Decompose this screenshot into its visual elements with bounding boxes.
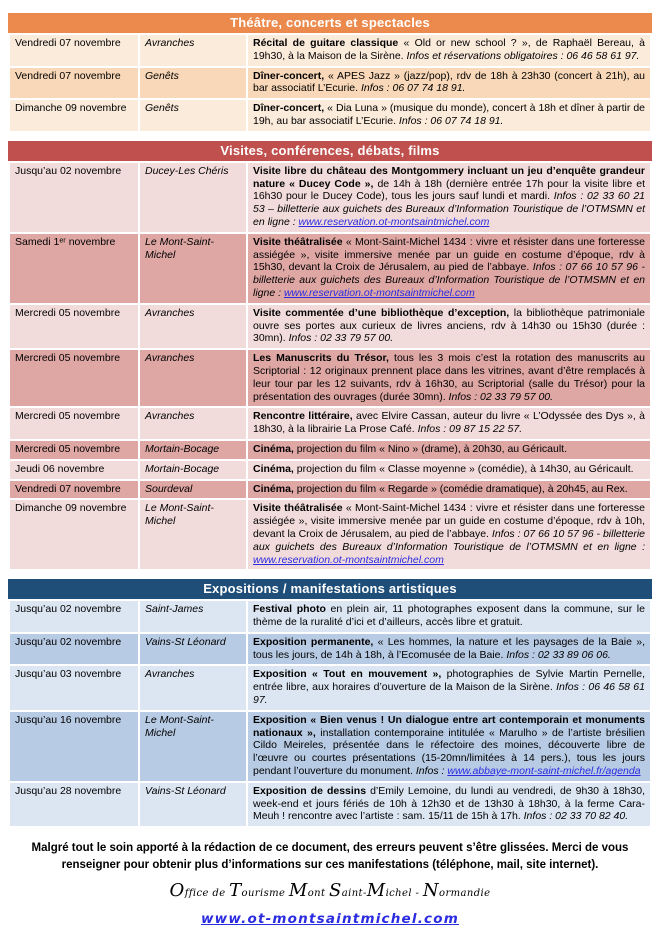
org-name	[8, 879, 652, 901]
event-row	[9, 460, 651, 480]
event-row	[9, 440, 651, 460]
text-segment: Exposition « Bien venus ! Un dialogue entre art contemporain et monuments nationaux »,	[253, 713, 645, 739]
org-text: aint-	[341, 887, 367, 899]
website-line	[8, 910, 652, 928]
text-segment: projection du film « Regarde » (comédie dramatique), à 20h45, au Rex.	[293, 482, 628, 495]
event-place: Genêts	[139, 99, 247, 132]
table-title-expositions: Expositions / manifestations artistiques	[8, 579, 652, 599]
event-place: Saint-James	[139, 600, 247, 633]
text-segment: projection du film « Classe moyenne » (comédie), à 14h30, au Géricault.	[293, 462, 634, 475]
text-segment: Infos et réservations obligatoires : 06 46 58 61 97.	[406, 49, 640, 62]
event-date: Jusqu’au 02 novembre	[9, 162, 139, 233]
text-segment: Infos : 09 87 15 22 57.	[417, 423, 523, 436]
text-segment: Infos : 02 33 79 57 00.	[448, 390, 554, 403]
text-segment: Dîner-concert,	[253, 102, 325, 115]
event-place: Avranches	[139, 304, 247, 349]
event-description	[247, 665, 651, 710]
event-row	[9, 665, 651, 710]
event-date: Jeudi 06 novembre	[9, 460, 139, 480]
event-description	[247, 440, 651, 460]
table-grid-expositions	[8, 599, 652, 828]
event-date: Dimanche 09 novembre	[9, 499, 139, 570]
table-spectacles	[8, 13, 652, 133]
text-segment: Infos : 02 33 70 82 40.	[523, 810, 629, 823]
event-date: Jusqu’au 03 novembre	[9, 665, 139, 710]
event-row	[9, 711, 651, 782]
event-description	[247, 782, 651, 827]
text-segment: « Dia Luna » (musique du monde), concert à 18h et dîner à partir de 19h, au bar associatif L’Ecurie.	[253, 102, 645, 127]
org-text: ont	[307, 887, 329, 899]
text-segment: de 14h à 18h (dernière entrée 17h pour la visite libre et 16h30 pour le Ducey Code), tous les jours sauf lundi et mardi.	[253, 177, 645, 203]
event-date: Dimanche 09 novembre	[9, 99, 139, 132]
event-description	[247, 233, 651, 304]
event-row	[9, 782, 651, 827]
text-segment: Festival photo	[253, 603, 326, 616]
event-place: Genêts	[139, 67, 247, 100]
text-segment: « APES Jazz » (jazz/pop), rdv de 18h à 23h30 (concert à 21h), au bar associatif L’Ecurie.	[253, 69, 645, 95]
inline-link[interactable]: www.reservation.ot-montsaintmichel.com	[298, 215, 490, 228]
event-description	[247, 460, 651, 480]
event-date: Vendredi 07 novembre	[9, 67, 139, 100]
text-segment: projection du film « Nino » (drame), à 20h30, au Géricault.	[293, 442, 567, 455]
text-segment: « Les hommes, la nature et les paysages de la Baie », tous les jours, de 14h à 18h, à l’Ecomusée de la Baie.	[253, 635, 645, 661]
event-place: Le Mont-Saint-Michel	[139, 499, 247, 570]
text-segment: Infos : 02 33 89 06 06.	[506, 648, 611, 661]
website-link[interactable]: www.ot-montsaintmichel.com	[200, 910, 460, 927]
event-description	[247, 34, 651, 67]
table-grid-visites	[8, 161, 652, 572]
event-description	[247, 711, 651, 782]
event-row	[9, 34, 651, 67]
event-place: Le Mont-Saint-Michel	[139, 711, 247, 782]
text-segment: Exposition permanente,	[253, 635, 374, 648]
event-place: Vains-St Léonard	[139, 782, 247, 827]
event-date: Jusqu’au 02 novembre	[9, 633, 139, 666]
event-row	[9, 99, 651, 132]
table-title-visites: Visites, conférences, débats, films	[8, 141, 652, 161]
event-tables	[8, 13, 652, 828]
text-segment: Exposition « Tout en mouvement »,	[253, 668, 442, 681]
org-text: ffice de	[184, 887, 230, 899]
event-place: Avranches	[139, 349, 247, 407]
event-row	[9, 67, 651, 100]
event-place: Vains-St Léonard	[139, 633, 247, 666]
text-segment: Les Manuscrits du Trésor,	[253, 352, 389, 365]
text-segment: Infos : 07 66 10 57 96 - billetterie aux guichets des Bureaux d’Information Touristique de l’OTMSMN et en ligne :	[253, 261, 645, 299]
table-grid-spectacles	[8, 33, 652, 133]
inline-link[interactable]: www.reservation.ot-montsaintmichel.com	[253, 553, 444, 566]
event-date: Mercredi 05 novembre	[9, 440, 139, 460]
event-date: Vendredi 07 novembre	[9, 34, 139, 67]
table-title-spectacles: Théâtre, concerts et spectacles	[8, 13, 652, 33]
text-segment: « Old or new school ? », de Raphaël Bereau, à 19h30, à la Maison de la Sirène.	[253, 37, 645, 62]
text-segment: Cinéma,	[253, 442, 294, 455]
event-date: Jusqu’au 28 novembre	[9, 782, 139, 827]
event-place: Mortain-Bocage	[139, 460, 247, 480]
event-row	[9, 480, 651, 500]
text-segment: Infos : 02 33 60 21 53 – billetterie aux guichets des Bureaux d’Information Touristique de l’OTMSMN et en ligne :	[253, 190, 645, 228]
org-initial: O	[169, 879, 185, 901]
text-segment: Cinéma,	[253, 462, 294, 475]
text-segment: d’Emily Lemoine, du lundi au vendredi, de 9h30 à 18h30, week-end et jours fériés de 10h à 12h30 et de 13h30 à 18h30, à la ferme Cara-Meuh ! rencontre avec l’artiste : sam. 15/11 de 15h à 17h.	[253, 784, 645, 823]
event-date: Vendredi 07 novembre	[9, 480, 139, 500]
event-date: Samedi 1ᵉʳ novembre	[9, 233, 139, 304]
org-initial: M	[288, 879, 308, 901]
event-row	[9, 499, 651, 570]
text-segment: en plein air, 11 photographes exposent dans la commune, sur le thème de la ruralité d’ici et d’ailleurs, accès libre et gratuit.	[253, 603, 645, 629]
org-text: ichel -	[385, 887, 423, 899]
event-description	[247, 633, 651, 666]
text-segment: Cinéma,	[253, 482, 294, 495]
text-segment: installation contemporaine intitulée « Marulho » de l’artiste brésilien Cildo Meireles, présentée dans le réfectoire des moines, découverte libre de l’œuvre ou courtes présentations (15-20mn/limitées à 14 pers.), tous les jours pendant l’ouverture du monument.	[253, 726, 645, 778]
footer	[8, 840, 652, 928]
text-segment: « Mont-Saint-Michel 1434 : vivre et résister dans une forteresse assiégée », visite immersive menée par un guide en costume d’époque, rdv à 10h, devant la Croix de Jérusalem, au pied de l’abbaye.	[253, 502, 645, 540]
event-description	[247, 349, 651, 407]
table-visites	[8, 141, 652, 572]
inline-link[interactable]: www.reservation.ot-montsaintmichel.com	[283, 286, 475, 299]
text-segment: photographies de Sylvie Martin Pernelle, entrée libre, aux horaires d’ouverture de la Maison de la Sirène.	[253, 668, 645, 694]
text-segment: Récital de guitare classique	[253, 37, 399, 49]
text-segment: Visite théâtralisée	[253, 235, 343, 248]
text-segment: la bibliothèque patrimoniale ouvre ses portes aux curieux de livres anciens, rdv à 14h30 ou 15h30 (durée : 30mn).	[253, 306, 645, 345]
event-description	[247, 67, 651, 100]
text-segment: « Mont-Saint-Michel 1434 : vivre et résister dans une forteresse assiégée », visite immersive menée par un guide en costume d’époque, rdv à 15h30, devant la Croix de Jérusalem, au pied de l’abbaye.	[253, 235, 645, 274]
event-date: Jusqu’au 02 novembre	[9, 600, 139, 633]
text-segment: avec Elvire Cassan, auteur du livre « L’Odyssée des Dys », à 18h30, à la librairie La Prose Café.	[253, 410, 646, 436]
event-place: Avranches	[139, 34, 247, 67]
text-segment: Infos : 02 33 79 57 00.	[288, 332, 394, 345]
event-place: Mortain-Bocage	[139, 440, 247, 460]
event-description	[247, 407, 651, 440]
event-place: Sourdeval	[139, 480, 247, 500]
event-row	[9, 162, 651, 233]
org-initial: M	[366, 879, 386, 901]
event-row	[9, 233, 651, 304]
text-segment: Exposition de dessins	[253, 784, 367, 797]
org-initial: N	[422, 879, 440, 901]
org-initial: S	[329, 879, 342, 901]
event-row	[9, 407, 651, 440]
event-row	[9, 304, 651, 349]
text-segment: Infos :	[415, 765, 448, 778]
event-description	[247, 600, 651, 633]
text-segment: Infos : 06 07 74 18 91.	[360, 82, 466, 95]
event-place: Le Mont-Saint-Michel	[139, 233, 247, 304]
event-description	[247, 480, 651, 500]
event-date: Mercredi 05 novembre	[9, 349, 139, 407]
text-segment: Visite libre du château des Montgommery incluant un jeu d’enquête grandeur nature « Ducey Code »,	[253, 164, 645, 190]
text-segment: Visite commentée d’une bibliothèque d’exception,	[253, 306, 510, 319]
event-description	[247, 162, 651, 233]
org-text: ourisme	[241, 887, 289, 899]
event-date: Mercredi 05 novembre	[9, 407, 139, 440]
org-initial: T	[229, 879, 242, 901]
inline-link[interactable]: www.abbaye-mont-saint-michel.fr/agenda	[447, 765, 641, 778]
event-date: Mercredi 05 novembre	[9, 304, 139, 349]
text-segment: Dîner-concert,	[253, 69, 325, 82]
event-place: Avranches	[139, 665, 247, 710]
text-segment: Visite théâtralisée	[253, 502, 343, 515]
text-segment: Rencontre littéraire,	[253, 410, 353, 423]
table-expositions	[8, 579, 652, 828]
text-segment: Infos : 07 66 10 57 96 - billetterie aux guichets des Bureaux d’Information Touristique de l’OTMSMN et en ligne :	[253, 527, 645, 553]
event-description	[247, 304, 651, 349]
org-text: ormandie	[439, 887, 491, 899]
event-row	[9, 349, 651, 407]
text-segment: tous les 3 mois c’est la rotation des manuscrits au Scriptorial : 12 originaux prennent place dans les vitrines, avant d’être remplacés à leur tour par les 12 suivants, rdv à 16h30, au Scriptorial (salle du Trésor) pour la présentation des ouvrages (durée 30mn).	[253, 352, 645, 403]
event-description	[247, 99, 651, 132]
event-place: Avranches	[139, 407, 247, 440]
text-segment: Infos : 06 46 58 61 97.	[253, 681, 645, 707]
event-place: Ducey-Les Chéris	[139, 162, 247, 233]
event-date: Jusqu’au 16 novembre	[9, 711, 139, 782]
event-row	[9, 633, 651, 666]
text-segment: Infos : 06 07 74 18 91.	[398, 114, 504, 127]
footer-disclaimer: Malgré tout le soin apporté à la rédaction de ce document, des erreurs peuvent s’être glissées. Merci de vous renseigner pour obtenir plus d’informations sur ces manifestations (téléphone, mail, site internet).	[31, 842, 629, 871]
event-row	[9, 600, 651, 633]
event-description	[247, 499, 651, 570]
